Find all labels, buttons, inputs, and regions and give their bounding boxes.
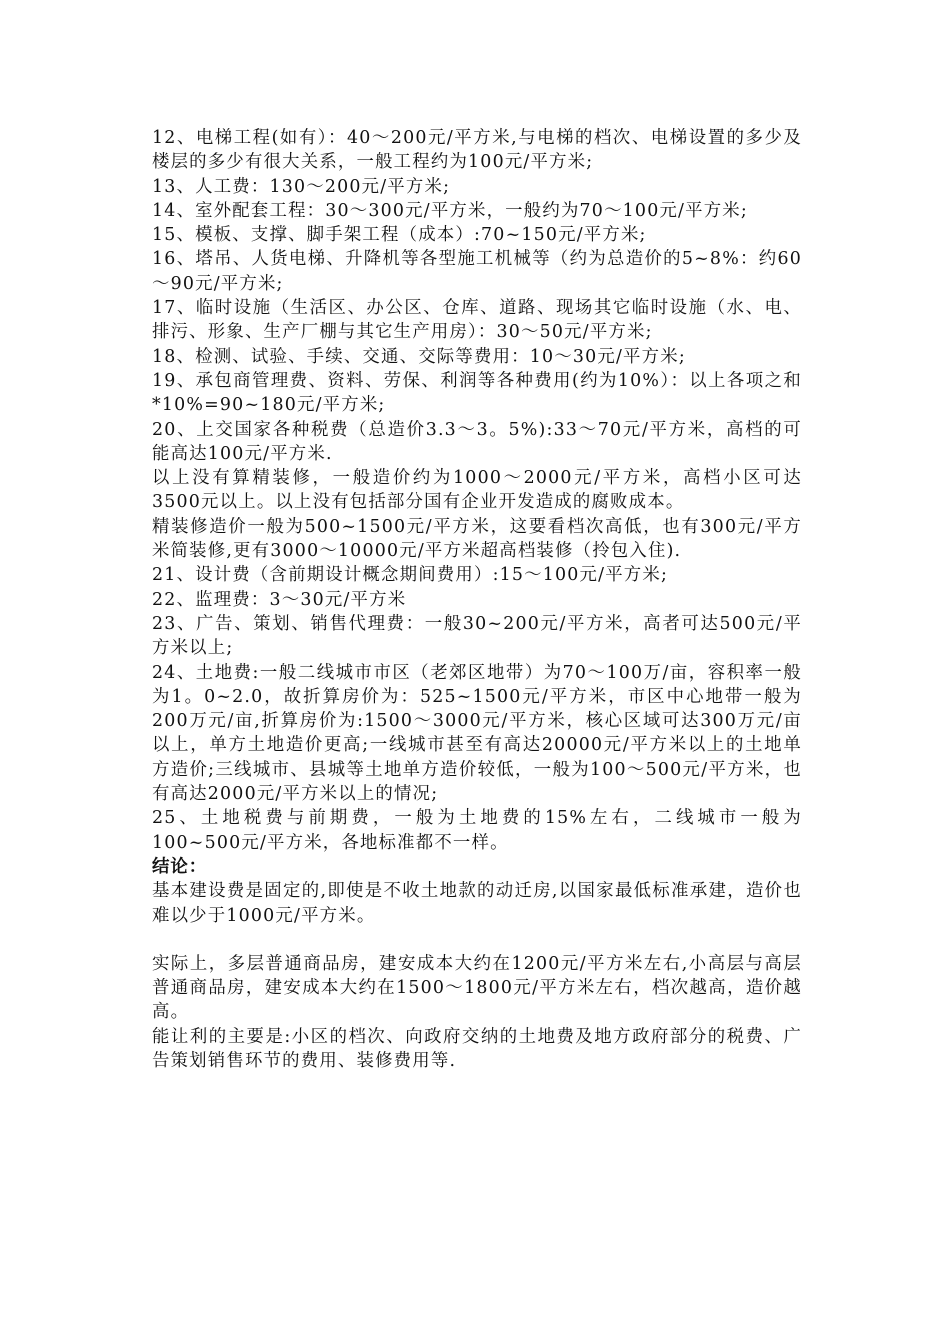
item-16: 16、塔吊、人货电梯、升降机等各型施工机械等（约为总造价的5~8%：约60～90元/平方米;: [152, 249, 802, 294]
conclusion-paragraph-2: 实际上，多层普通商品房，建安成本大约在1200元/平方米左右,小高层与高层普通商品房，建安成本大约在1500～1800元/平方米左右，档次越高，造价越高。: [152, 953, 802, 1023]
item-25: 25、土地税费与前期费，一般为土地费的15%左右，二线城市一般为100~500元/平方米，各地标准都不一样。: [152, 808, 802, 853]
note-without-finishing: 以上没有算精装修，一般造价约为1000～2000元/平方米，高档小区可达3500元以上。以上没有包括部分国有企业开发造成的腐败成本。: [152, 468, 802, 513]
item-24: 24、土地费:一般二线城市市区（老郊区地带）为70～100万/亩，容积率一般为1。0~2.0，故折算房价为：525~1500元/平方米，市区中心地带一般为200万元/亩,折算房价为:1500～3000元/平方米，核心区域可达300万元/亩以上，单方土地造价更高;一线城市甚至有高达20000元/平方米以上的土地单方造价;三线城市、县城等土地单方造价较低，一般为100～500元/平方米，也有高达2000元/平方米以上的情况;: [152, 662, 802, 805]
item-13: 13、人工费：130～200元/平方米;: [152, 176, 451, 197]
item-21: 21、设计费（含前期设计概念期间费用）:15～100元/平方米;: [152, 565, 669, 586]
note-fine-finishing: 精装修造价一般为500~1500元/平方米，这要看档次高低，也有300元/平方米简装修,更有3000～10000元/平方米超高档装修（拎包入住).: [152, 516, 802, 562]
conclusion-paragraph-1: 基本建设费是固定的,即使是不收土地款的动迁房,以国家最低标准承建，造价也难以少于1000元/平方米。: [152, 881, 802, 926]
item-23: 23、广告、策划、销售代理费：一般30~200元/平方米，高者可达500元/平方米以上;: [152, 613, 802, 659]
item-12: 12、电梯工程(如有）：40～200元/平方米,与电梯的档次、电梯设置的多少及楼层的多少有很大关系，一般工程约为100元/平方米;: [152, 128, 802, 173]
item-14: 14、室外配套工程：30～300元/平方米，一般约为70～100元/平方米;: [152, 200, 748, 221]
item-17: 17、临时设施（生活区、办公区、仓库、道路、现场其它临时设施（水、电、排污、形象、生产厂棚与其它生产用房）：30～50元/平方米;: [152, 298, 802, 343]
item-22: 22、监理费：3～30元/平方米: [152, 589, 407, 610]
item-18: 18、检测、试验、手续、交通、交际等费用：10～30元/平方米;: [152, 346, 686, 367]
item-19: 19、承包商管理费、资料、劳保、利润等各种费用(约为10%）：以上各项之和*10%=90~180元/平方米;: [152, 370, 802, 416]
paragraph-gap: [152, 928, 802, 952]
document-body: [152, 126, 802, 1073]
conclusion-paragraph-3: 能让利的主要是:小区的档次、向政府交纳的土地费及地方政府部分的税费、广告策划销售环节的费用、装修费用等.: [152, 1026, 802, 1071]
item-15: 15、模板、支撑、脚手架工程（成本）:70~150元/平方米;: [152, 225, 647, 246]
item-20: 20、上交国家各种税费（总造价3.3～3。5%):33～70元/平方米，高档的可能高达100元/平方米.: [152, 419, 802, 464]
conclusion-heading: 结论：: [152, 856, 208, 877]
